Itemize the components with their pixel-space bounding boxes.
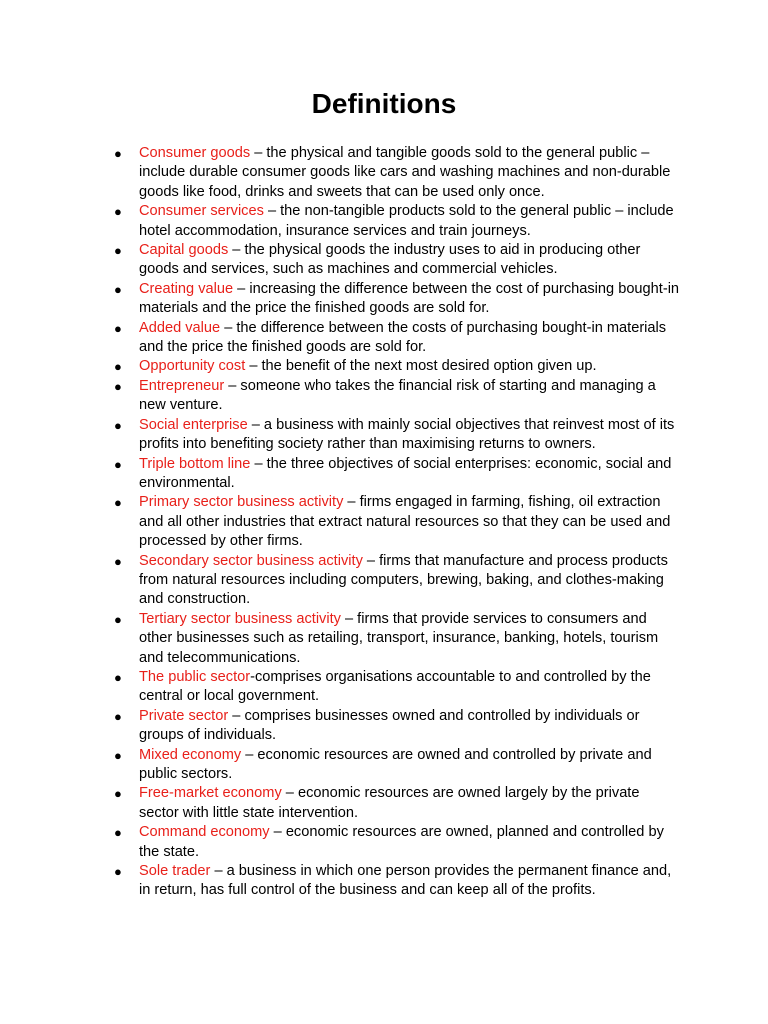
definition-text: – the difference between the costs of purchasing bought-in materials and the price the finished goods are sold for.: [139, 319, 667, 356]
definition-text: – the non-tangible products sold to the general public – include hotel accommodation, insurance services and train journeys.: [139, 203, 674, 239]
definition-item: [112, 280, 682, 319]
definition-item: [112, 241, 682, 280]
definition-term: Creating value: [139, 280, 234, 297]
definition-term: The public sector: [139, 668, 251, 685]
bullet-icon: ●: [114, 204, 122, 220]
definition-text: – firms that provide services to consumers and other businesses such as retailing, transport, insurance, banking, hotels, tourism and telecommunications.: [139, 610, 659, 666]
definition-text: – the physical and tangible goods sold to the general public – include durable consumer goods like cars and washing machines and non-durable goods like food, drinks and sweets that can be used only once.: [139, 145, 671, 200]
definition-text: – a business with mainly social objectives that reinvest most of its profits into benefiting society rather than maximising returns to owners.: [139, 416, 675, 453]
bullet-icon: ●: [114, 417, 122, 433]
definition-term: Consumer services: [139, 203, 264, 220]
definition-text: – firms that manufacture and process products from natural resources including computers, brewing, baking, and clothes-making and construction.: [139, 552, 668, 608]
definition-text: – economic resources are owned, planned and controlled by the state.: [139, 824, 664, 860]
definition-term: Free-market economy: [139, 785, 282, 802]
definition-term: Consumer goods: [139, 145, 251, 161]
bullet-icon: ●: [114, 495, 122, 511]
definition-item: [112, 377, 682, 416]
definition-term: Entrepreneur: [139, 377, 225, 394]
definition-text: – the physical goods the industry uses to aid in producing other goods and services, such as machines and commercial vehicles.: [139, 242, 641, 278]
definition-term: Command economy: [139, 824, 270, 841]
definition-item: [112, 552, 682, 610]
definition-term: Opportunity cost: [139, 358, 246, 375]
definition-text: – increasing the difference between the cost of purchasing bought-in materials and the price the finished goods are sold for.: [139, 280, 680, 317]
bullet-icon: ●: [114, 456, 122, 472]
definition-text: – the benefit of the next most desired option given up.: [245, 358, 597, 375]
bullet-icon: ●: [114, 359, 122, 375]
definition-term: Triple bottom line: [139, 455, 251, 472]
definition-text: – economic resources are owned largely by the private sector with little state intervention.: [139, 785, 640, 821]
definition-text: – the three objectives of social enterprises: economic, social and environmental.: [139, 455, 672, 491]
definition-item: [112, 357, 682, 376]
definition-text: – a business in which one person provides the permanent finance and, in return, has full control of the business and can keep all of the profits.: [139, 863, 672, 899]
bullet-icon: ●: [114, 281, 122, 297]
definition-item: [112, 610, 682, 668]
definition-item: [112, 668, 682, 707]
definition-item: [112, 707, 682, 746]
definition-item: [112, 319, 682, 358]
bullet-icon: ●: [114, 320, 122, 336]
bullet-icon: ●: [114, 747, 122, 763]
definition-item: [112, 784, 682, 823]
definition-term: Mixed economy: [139, 746, 242, 763]
bullet-icon: ●: [114, 146, 122, 161]
definition-item: [112, 144, 682, 202]
bullet-icon: ●: [114, 825, 122, 841]
definition-text: – someone who takes the financial risk of starting and managing a new venture.: [139, 377, 656, 414]
definition-text: – economic resources are owned and controlled by private and public sectors.: [139, 746, 652, 782]
bullet-icon: ●: [114, 243, 122, 259]
definition-item: [112, 862, 682, 901]
definition-term: Sole trader: [139, 863, 211, 880]
definition-item: [112, 455, 682, 494]
bullet-icon: ●: [114, 708, 122, 724]
definition-item: [112, 202, 682, 241]
bullet-icon: ●: [114, 553, 122, 569]
definition-term: Private sector: [139, 707, 229, 724]
definition-term: Tertiary sector business activity: [139, 610, 341, 627]
definition-text: – firms engaged in farming, fishing, oil extraction and all other industries that extract natural resources so that they can be used and processed by other firms.: [139, 494, 671, 550]
definition-item: [112, 823, 682, 862]
definition-term: Capital goods: [139, 242, 229, 259]
definition-item: [112, 416, 682, 455]
page-title: Definitions: [311, 88, 457, 119]
definition-text: -comprises organisations accountable to and controlled by the central or local government.: [139, 668, 651, 705]
bullet-icon: ●: [114, 864, 122, 880]
bullet-icon: ●: [114, 611, 122, 627]
definition-text: – comprises businesses owned and controlled by individuals or groups of individuals.: [139, 707, 640, 744]
bullet-icon: ●: [114, 378, 122, 394]
definition-item: [112, 493, 682, 551]
definitions-list: [112, 144, 682, 901]
definition-term: Secondary sector business activity: [139, 552, 363, 569]
definition-term: Added value: [139, 319, 221, 336]
bullet-icon: ●: [114, 669, 122, 685]
definition-item: [112, 746, 682, 785]
definition-term: Primary sector business activity: [139, 494, 344, 511]
bullet-icon: ●: [114, 786, 122, 802]
definition-term: Social enterprise: [139, 416, 248, 433]
